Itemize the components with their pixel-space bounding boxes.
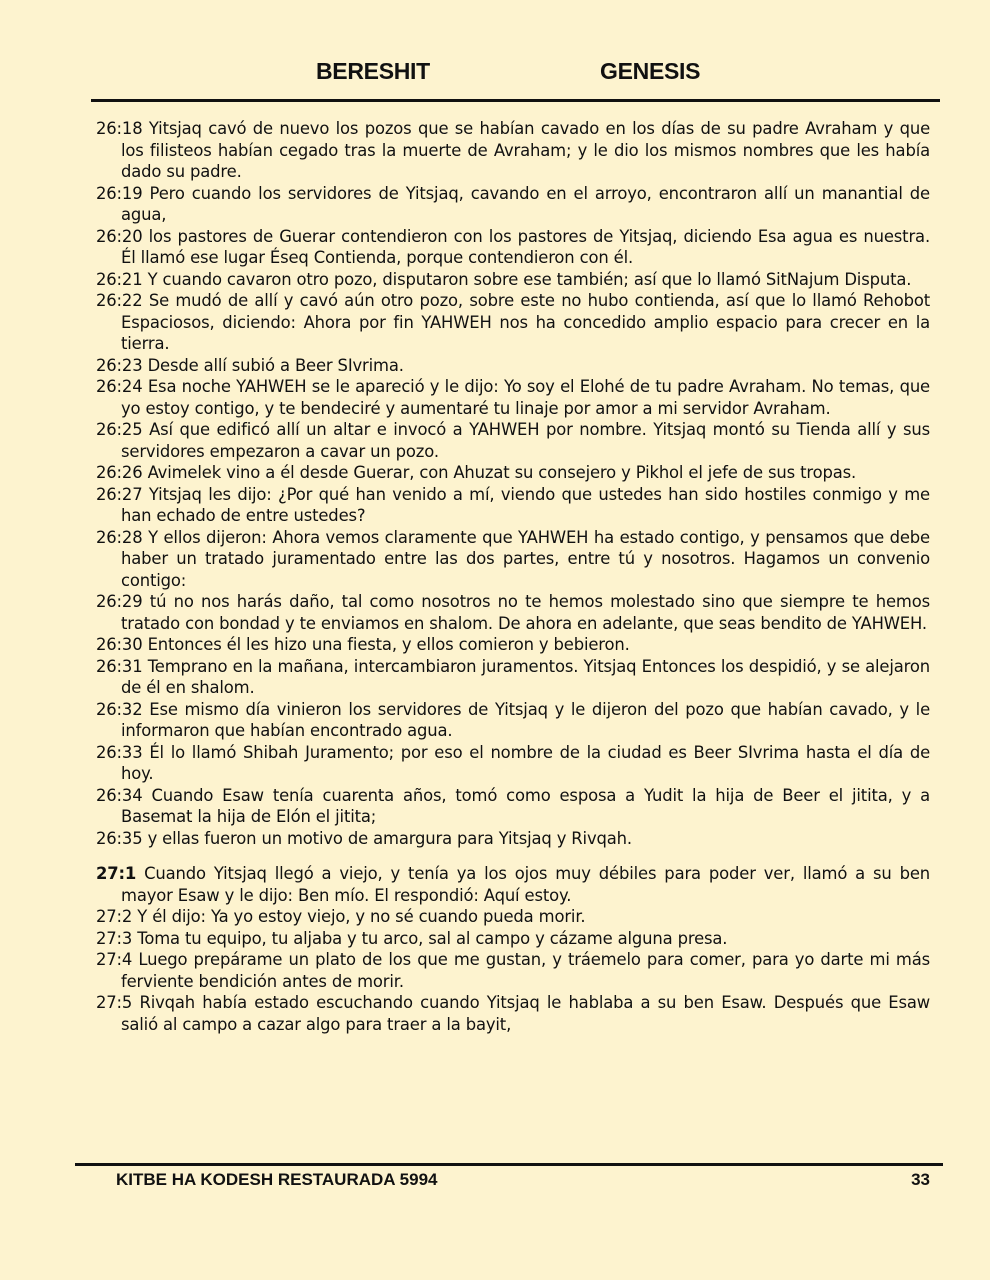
- verse-number: 27:4: [96, 950, 133, 969]
- verse-text: Él lo llamó Shibah Juramento; por eso el nombre de la ciudad es Beer SIvrima hasta el día de hoy.: [121, 742, 931, 783]
- verse-text: Luego prepárame un plato de los que me gustan, y tráemelo para comer, para yo darte mi más ferviente bendición antes de morir.: [121, 950, 930, 991]
- verse: [96, 269, 930, 291]
- verse: [96, 376, 930, 419]
- verse-text: Y cuando cavaron otro pozo, disputaron sobre ese también; así que lo llamó SitNajum Disputa.: [147, 269, 912, 289]
- verse: [96, 785, 930, 828]
- chapter-gap: [96, 849, 930, 863]
- verse-number: 26:22: [96, 291, 143, 310]
- verse-text: Y ellos dijeron: Ahora vemos claramente que YAHWEH ha estado contigo, y pensamos que debe haber un tratado juramentado entre las dos partes, entre tú y nosotros. Hagamos un convenio contigo:: [121, 527, 930, 590]
- verse: [96, 226, 930, 269]
- verse-text: Yitsjaq les dijo: ¿Por qué han venido a mí, viendo que ustedes han sido hostiles conmigo y me han echado de entre ustedes?: [121, 484, 930, 525]
- verse-text: Temprano en la mañana, intercambiaron juramentos. Yitsjaq Entonces los despidió, y se alejaron de él en shalom.: [121, 656, 931, 697]
- verse: [96, 699, 930, 742]
- verse-text: Cuando Yitsjaq llegó a viejo, y tenía ya los ojos muy débiles para poder ver, llamó a su ben mayor Esaw y le dijo: Ben mío. El respondió: Aquí estoy.: [121, 864, 931, 905]
- verse-number: 26:24: [96, 377, 143, 396]
- verse: [96, 742, 930, 785]
- verse-number: 27:3: [96, 928, 133, 948]
- verse-number: 27:5: [96, 993, 133, 1012]
- verse-number: 26:21: [96, 269, 143, 289]
- verse-number: 26:34: [96, 785, 143, 805]
- verse-text: Avimelek vino a él desde Guerar, con Ahuzat su consejero y Pikhol el jefe de sus tropas.: [147, 463, 857, 482]
- verse-number: 26:25: [96, 420, 143, 439]
- verse-number: 26:19: [96, 183, 143, 203]
- verse: [96, 183, 930, 226]
- verse-number: 26:31: [96, 656, 143, 676]
- footer-title: KITBE HA KODESH RESTAURADA 5994: [116, 1170, 438, 1189]
- verse-number: 26:20: [96, 226, 143, 246]
- verse: [96, 527, 930, 592]
- verse-number: 26:23: [96, 355, 143, 375]
- verse-text: Esa noche YAHWEH se le apareció y le dijo: Yo soy el Elohé de tu padre Avraham. No temas, que yo estoy contigo, y te bendeciré y aumentaré tu linaje por amor a mi servidor Avraham.: [121, 377, 930, 418]
- verse: [96, 419, 930, 462]
- verse-number: 26:29: [96, 592, 143, 611]
- footer-rule: [75, 1163, 943, 1166]
- verse-number: 26:26: [96, 463, 143, 482]
- verse: [96, 949, 930, 992]
- verse-number: 26:35: [96, 828, 143, 848]
- verse-text: Y él dijo: Ya yo estoy viejo, y no sé cuando pueda morir.: [137, 907, 586, 926]
- book-title-hebrew: BERESHIT: [316, 58, 430, 84]
- verse: [96, 906, 930, 928]
- page-number: 33: [911, 1170, 930, 1189]
- verse: [96, 634, 930, 656]
- page-header: [0, 58, 990, 92]
- chapter-27-verses: [96, 863, 930, 1035]
- verse: [96, 591, 930, 634]
- verse: [96, 462, 930, 484]
- verse: [96, 828, 930, 850]
- verse-text: Se mudó de allí y cavó aún otro pozo, sobre este no hubo contienda, así que lo llamó Rehobot Espaciosos, diciendo: Ahora por fin YAHWEH nos ha concedido amplio espacio para crecer en la tierra.: [121, 291, 930, 353]
- page-body: [96, 118, 930, 1035]
- verse-text: Cuando Esaw tenía cuarenta años, tomó como esposa a Yudit la hija de Beer el jitita, y a Basemat la hija de Elón el jitita;: [121, 785, 931, 826]
- verse-number: 26:32: [96, 699, 143, 719]
- verse-text: Desde allí subió a Beer SIvrima.: [147, 355, 404, 375]
- verse-text: los pastores de Guerar contendieron con los pastores de Yitsjaq, diciendo Esa agua es nuestra. Él llamó ese lugar Éseq Contienda, porque contendieron con él.: [121, 226, 930, 267]
- verse-text: Entonces él les hizo una fiesta, y ellos comieron y bebieron.: [147, 635, 630, 654]
- verse-text: Rivqah había estado escuchando cuando Yitsjaq le hablaba a su ben Esaw. Después que Esaw salió al campo a cazar algo para traer a la bayit,: [121, 993, 931, 1034]
- chapter-26-verses: [96, 118, 930, 849]
- verse: [96, 290, 930, 355]
- verse-text: Pero cuando los servidores de Yitsjaq, cavando en el arroyo, encontraron allí un manantial de agua,: [121, 183, 930, 224]
- verse-text: tú no nos harás daño, tal como nosotros no te hemos molestado sino que siempre te hemos tratado con bondad y te enviamos en shalom. De ahora en adelante, que seas bendito de YAHWEH.: [121, 592, 931, 633]
- verse: [96, 992, 930, 1035]
- verse-number: 26:30: [96, 635, 143, 654]
- verse-text: y ellas fueron un motivo de amargura para Yitsjaq y Rivqah.: [147, 828, 632, 848]
- book-title-spanish: GENESIS: [600, 58, 701, 84]
- chapter-start-number: 27:1: [96, 864, 137, 883]
- verse: [96, 656, 930, 699]
- verse-text: Ese mismo día vinieron los servidores de Yitsjaq y le dijeron del pozo que habían cavado, y le informaron que habían encontrado agua.: [121, 699, 930, 740]
- verse-number: 26:18: [96, 119, 143, 138]
- verse-number: 27:2: [96, 907, 133, 926]
- verse-number: 26:33: [96, 742, 143, 762]
- header-rule: [91, 99, 940, 102]
- verse-number: 26:28: [96, 527, 143, 547]
- verse: [96, 355, 930, 377]
- verse: [96, 118, 930, 183]
- verse-text: Yitsjaq cavó de nuevo los pozos que se habían cavado en los días de su padre Avraham y que los filisteos habían cegado tras la muerte de Avraham; y le dio los mismos nombres que les había dado su padre.: [121, 119, 930, 181]
- verse: [96, 863, 930, 906]
- verse-text: Toma tu equipo, tu aljaba y tu arco, sal al campo y cázame alguna presa.: [137, 928, 728, 948]
- verse-number: 26:27: [96, 484, 143, 504]
- verse: [96, 928, 930, 950]
- page-footer: [0, 1170, 990, 1196]
- verse: [96, 484, 930, 527]
- verse-text: Así que edificó allí un altar e invocó a YAHWEH por nombre. Yitsjaq montó su Tienda allí y sus servidores empezaron a cavar un pozo.: [121, 420, 931, 461]
